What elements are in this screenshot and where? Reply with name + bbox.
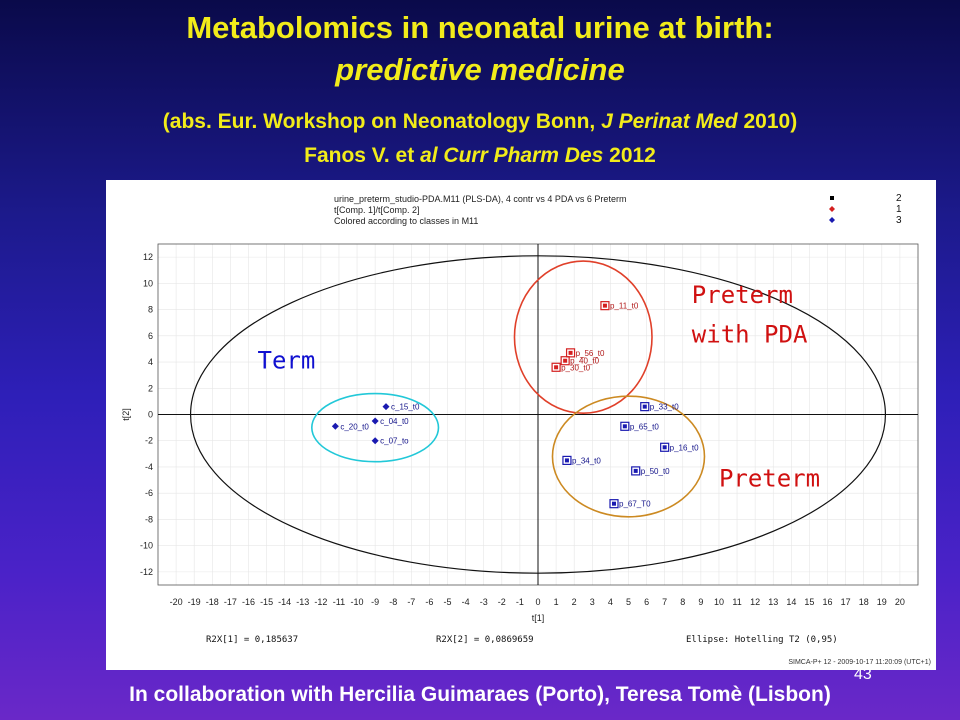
x-tick-label: -5 — [443, 597, 452, 607]
x-tick-label: 19 — [876, 597, 887, 607]
x-tick-label: -11 — [332, 597, 346, 607]
data-point-label: p_65_t0 — [629, 422, 659, 432]
x-tick-label: 14 — [786, 597, 797, 607]
software-note: SIMCA-P+ 12 - 2009-10-17 11:20:09 (UTC+1) — [788, 659, 931, 666]
y-tick-label: -12 — [139, 566, 153, 577]
data-point-label: p_67_T0 — [619, 499, 651, 509]
data-point — [612, 502, 616, 506]
x-tick-label: 3 — [589, 597, 595, 607]
x-tick-label: -7 — [407, 597, 416, 607]
y-tick-label: 10 — [142, 278, 153, 289]
data-point — [569, 351, 573, 355]
y-tick-label: 12 — [142, 252, 153, 263]
group-annotation: Term — [257, 346, 316, 375]
data-point-label: c_20_t0 — [340, 422, 369, 432]
data-point-label: p_30_t0 — [561, 363, 591, 373]
reference-2-text: Fanos V. et — [304, 144, 421, 167]
data-point — [563, 359, 567, 363]
x-tick-label: 13 — [768, 597, 779, 607]
model-statistic: Ellipse: Hotelling T2 (0,95) — [686, 635, 838, 645]
x-tick-label: -10 — [350, 597, 364, 607]
x-tick-label: -16 — [241, 597, 255, 607]
x-tick-label: 5 — [625, 597, 631, 607]
x-tick-label: 10 — [713, 597, 724, 607]
x-tick-label: -2 — [497, 597, 506, 607]
y-tick-label: -10 — [139, 540, 153, 551]
legend-marker — [829, 206, 835, 212]
y-tick-label: -6 — [144, 488, 153, 499]
data-point — [623, 424, 627, 428]
x-tick-label: -1 — [515, 597, 524, 607]
x-tick-label: 18 — [858, 597, 869, 607]
score-plot-panel — [106, 180, 936, 670]
x-tick-label: -6 — [425, 597, 434, 607]
x-tick-label: 6 — [644, 597, 650, 607]
x-tick-label: 1 — [553, 597, 559, 607]
slide-subtitle: predictive medicine — [335, 52, 625, 87]
pda-group-ellipse — [514, 261, 652, 413]
data-point-label: c_15_t0 — [391, 402, 420, 412]
x-tick-label: -12 — [314, 597, 328, 607]
data-point-label: p_56_t0 — [575, 348, 605, 358]
x-tick-label: -3 — [479, 597, 488, 607]
data-point — [554, 365, 558, 369]
group-annotation: Preterm — [691, 281, 793, 310]
y-tick-label: 0 — [147, 409, 153, 420]
x-tick-label: 0 — [535, 597, 541, 607]
reference-line-2 — [0, 144, 960, 168]
data-point-label: p_33_t0 — [649, 402, 679, 412]
x-tick-label: 8 — [680, 597, 686, 607]
y-tick-label: -4 — [144, 461, 153, 472]
x-tick-label: 9 — [698, 597, 704, 607]
data-point-label: p_50_t0 — [640, 466, 670, 476]
collaboration-footer: In collaboration with Hercilia Guimaraes (Porto), Teresa Tomè (Lisbon) — [129, 683, 831, 706]
model-statistic: R2X[2] = 0,0869659 — [436, 635, 534, 645]
x-tick-label: 17 — [840, 597, 851, 607]
y-tick-label: 2 — [147, 383, 153, 394]
data-point-label: c_07_to — [380, 436, 409, 446]
legend-label: 2 — [896, 193, 902, 204]
y-tick-label: 4 — [147, 357, 153, 368]
x-tick-label: 15 — [804, 597, 815, 607]
model-statistic: R2X[1] = 0,185637 — [206, 635, 299, 645]
chart-header-line: urine_preterm_studio-PDA.M11 (PLS-DA), 4 contr vs 4 PDA vs 6 Preterm — [334, 194, 627, 204]
data-point-label: p_11_t0 — [609, 301, 639, 311]
x-axis-label: t[1] — [531, 613, 545, 623]
data-point — [643, 405, 647, 409]
reference-2-year: 2012 — [603, 144, 656, 167]
score-plot — [106, 180, 936, 670]
reference-line-1 — [0, 110, 960, 134]
x-tick-label: -14 — [278, 597, 292, 607]
reference-2-journal: al Curr Pharm Des — [420, 144, 604, 167]
y-axis-label: t[2] — [121, 408, 131, 421]
legend-marker — [829, 217, 835, 223]
x-tick-label: -8 — [389, 597, 398, 607]
slide-title: Metabolomics in neonatal urine at birth: — [186, 10, 774, 45]
x-tick-label: -19 — [187, 597, 201, 607]
reference-1-journal: J Perinat Med — [601, 110, 738, 133]
data-point — [663, 445, 667, 449]
data-point — [332, 423, 339, 430]
x-tick-label: 16 — [822, 597, 833, 607]
x-tick-label: -4 — [461, 597, 470, 607]
x-tick-label: 11 — [732, 597, 742, 607]
legend-label: 3 — [896, 215, 902, 226]
chart-header-line: Colored according to classes in M11 — [334, 216, 479, 226]
x-tick-label: -15 — [260, 597, 274, 607]
x-tick-label: 2 — [571, 597, 577, 607]
x-tick-label: -20 — [169, 597, 183, 607]
slide-number: 43 — [854, 666, 872, 683]
chart-header-line: t[Comp. 1]/t[Comp. 2] — [334, 205, 420, 215]
data-point — [383, 403, 390, 410]
group-annotation: with PDA — [691, 320, 808, 349]
x-tick-label: 4 — [607, 597, 613, 607]
y-tick-label: -2 — [144, 435, 153, 446]
y-tick-label: 6 — [147, 330, 153, 341]
x-tick-label: -13 — [296, 597, 310, 607]
group-annotation: Preterm — [718, 464, 821, 493]
data-point — [372, 437, 379, 444]
data-point-label: p_40_t0 — [570, 356, 600, 366]
data-point — [372, 418, 379, 425]
y-tick-label: -8 — [144, 514, 153, 525]
x-tick-label: -9 — [371, 597, 380, 607]
reference-1-year: 2010) — [737, 110, 798, 133]
data-point — [603, 304, 607, 308]
y-tick-label: 8 — [147, 304, 153, 315]
data-point-label: p_34_t0 — [571, 456, 601, 466]
x-tick-label: 20 — [894, 597, 905, 607]
data-point — [565, 458, 569, 462]
x-tick-label: -17 — [223, 597, 237, 607]
data-point-label: c_04_t0 — [380, 417, 409, 427]
legend-label: 1 — [896, 204, 902, 215]
data-point-label: p_16_t0 — [669, 443, 699, 453]
x-tick-label: 12 — [750, 597, 761, 607]
x-tick-label: -18 — [205, 597, 219, 607]
reference-1-text: (abs. Eur. Workshop on Neonatology Bonn, — [162, 110, 602, 133]
data-point — [634, 469, 638, 473]
x-tick-label: 7 — [662, 597, 668, 607]
legend-marker — [830, 196, 834, 200]
